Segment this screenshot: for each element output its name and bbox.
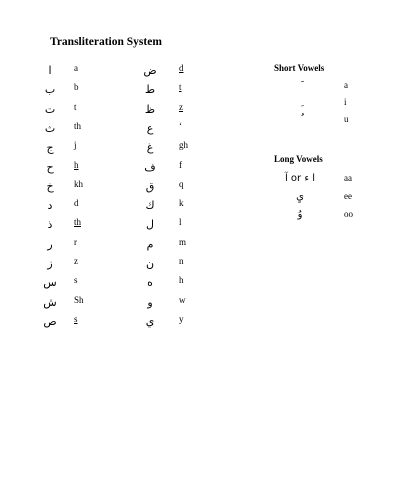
vowel-mark: يِ [296,191,304,202]
transliteration: m [179,236,187,247]
short-vowels-title: Short Vowels [274,63,325,73]
vowel-transliteration: ee [344,191,352,201]
transliteration: a [74,63,78,73]
transliteration: s [74,275,78,286]
transliteration: kh [74,178,83,189]
transliteration: w [179,294,186,305]
transliteration: d [179,63,184,73]
transliteration: y [179,313,184,324]
arabic-letter: ه [147,276,153,290]
vowel-transliteration: i [344,97,347,107]
arabic-letter: ك [145,199,155,213]
long-vowels-title: Long Vowels [274,154,323,164]
transliteration: s [74,313,78,324]
vowel-mark: آ or ا ء [284,173,316,184]
vowel-mark [280,80,320,91]
transliteration: ‘ [179,120,182,131]
arabic-letter: ض [143,64,157,77]
arabic-letter: ح [46,160,54,174]
arabic-letter: ظ [144,102,156,116]
vowel-mark [280,97,320,108]
arabic-letter: ت [44,102,56,116]
arabic-letter: غ [146,141,154,155]
arabic-letter: ر [47,237,53,251]
transliteration: r [74,236,77,247]
transliteration: t [74,101,77,112]
arabic-letter: ط [144,83,156,97]
arabic-letter: ن [145,257,155,270]
vowel-mark: وُ [297,209,303,220]
transliteration: n [179,256,184,266]
vowel-mark [280,114,320,125]
transliteration: h [179,275,184,286]
arabic-letter: و [147,295,153,309]
vowel-transliteration: u [344,114,349,124]
vowel-transliteration: oo [344,209,353,219]
arabic-letter: ل [146,218,154,232]
arabic-letter: ب [44,83,56,97]
vowel-transliteration: a [344,80,348,90]
vowel-transliteration: aa [344,173,352,183]
transliteration: h [74,159,79,170]
arabic-letter: ي [145,314,155,328]
transliteration: k [179,198,184,209]
transliteration: l [179,217,182,228]
arabic-letter: ا [48,64,52,77]
transliteration: t [179,82,182,93]
arabic-letter: ص [43,314,57,328]
arabic-letter: ز [47,257,53,270]
transliteration: Sh [74,294,84,305]
arabic-letter: ث [44,121,56,135]
transliteration: f [179,159,182,170]
arabic-letter: ع [146,121,154,135]
arabic-letter: د [47,199,53,213]
arabic-letter: س [43,276,57,290]
transliteration: j [74,140,77,151]
transliteration: d [74,198,79,209]
arabic-letter: ف [144,160,156,174]
transliteration: b [74,82,79,93]
arabic-letter: ذ [47,218,53,232]
transliteration: gh [179,140,188,151]
transliteration: th [74,120,82,131]
arabic-letter: خ [46,179,54,193]
arabic-letter: م [146,237,154,251]
arabic-letter: ش [43,295,57,309]
arabic-letter: ق [145,179,155,193]
transliteration: th [74,217,82,228]
transliteration: q [179,178,184,189]
transliteration: z [179,101,183,112]
arabic-letter: ج [46,141,54,155]
transliteration: z [74,256,78,266]
page-title: Transliteration System [50,36,162,48]
